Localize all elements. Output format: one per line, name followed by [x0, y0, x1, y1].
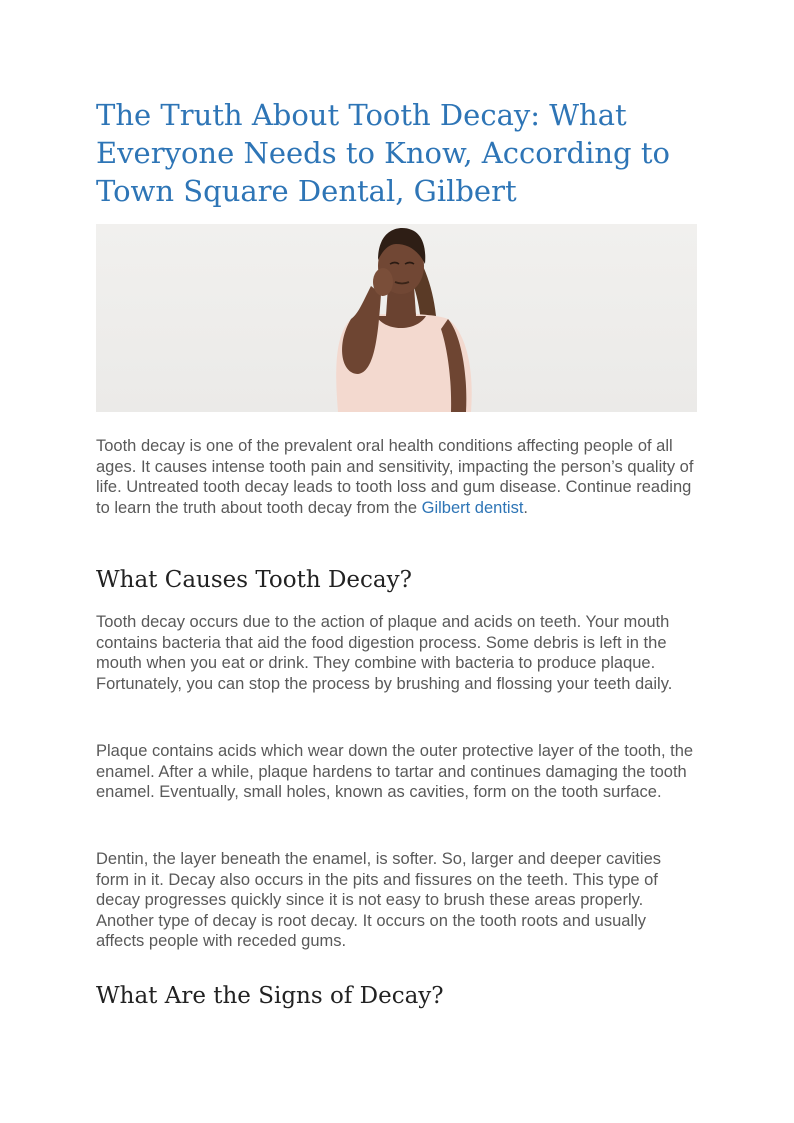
- intro-text: Tooth decay is one of the prevalent oral health conditions affecting people of all ages. It causes intense tooth pain and sensitivity, impacting the person’s quality of life. Untreated tooth decay leads to tooth loss and gum disease. Continue reading to learn the truth about tooth decay from the: [96, 437, 694, 517]
- woman-toothache-illustration: [96, 224, 697, 412]
- section-heading-causes: What Causes Tooth Decay?: [96, 567, 412, 593]
- page-title: The Truth About Tooth Decay: What Everyone Needs to Know, According to Town Square Dental, Gilbert: [96, 98, 670, 208]
- causes-paragraph-1: Tooth decay occurs due to the action of plaque and acids on teeth. Your mouth contains bacteria that aid the food digestion process. Some debris is left in the mouth when you eat or drink. They combine with bacteria to produce plaque. Fortunately, you can stop the process by brushing and flossing your teeth daily.: [96, 613, 673, 693]
- section-heading-signs: What Are the Signs of Decay?: [96, 983, 444, 1009]
- intro-end: .: [523, 498, 529, 517]
- intro-paragraph: [96, 436, 698, 518]
- causes-paragraph-2: Plaque contains acids which wear down the outer protective layer of the tooth, the enamel. After a while, plaque hardens to tartar and continues damaging the tooth enamel. Eventually, small holes, known as cavities, form on the tooth surface.: [96, 742, 694, 802]
- gilbert-dentist-link[interactable]: Gilbert dentist: [421, 498, 524, 517]
- causes-paragraph-3: Dentin, the layer beneath the enamel, is softer. So, larger and deeper cavities form in it. Decay also occurs in the pits and fissures on the teeth. This type of decay progresses quickly since it is not easy to brush these areas properly. Another type of decay is root decay. It occurs on the tooth roots and usually affects people with receded gums.: [96, 850, 662, 951]
- hero-image: [96, 224, 697, 412]
